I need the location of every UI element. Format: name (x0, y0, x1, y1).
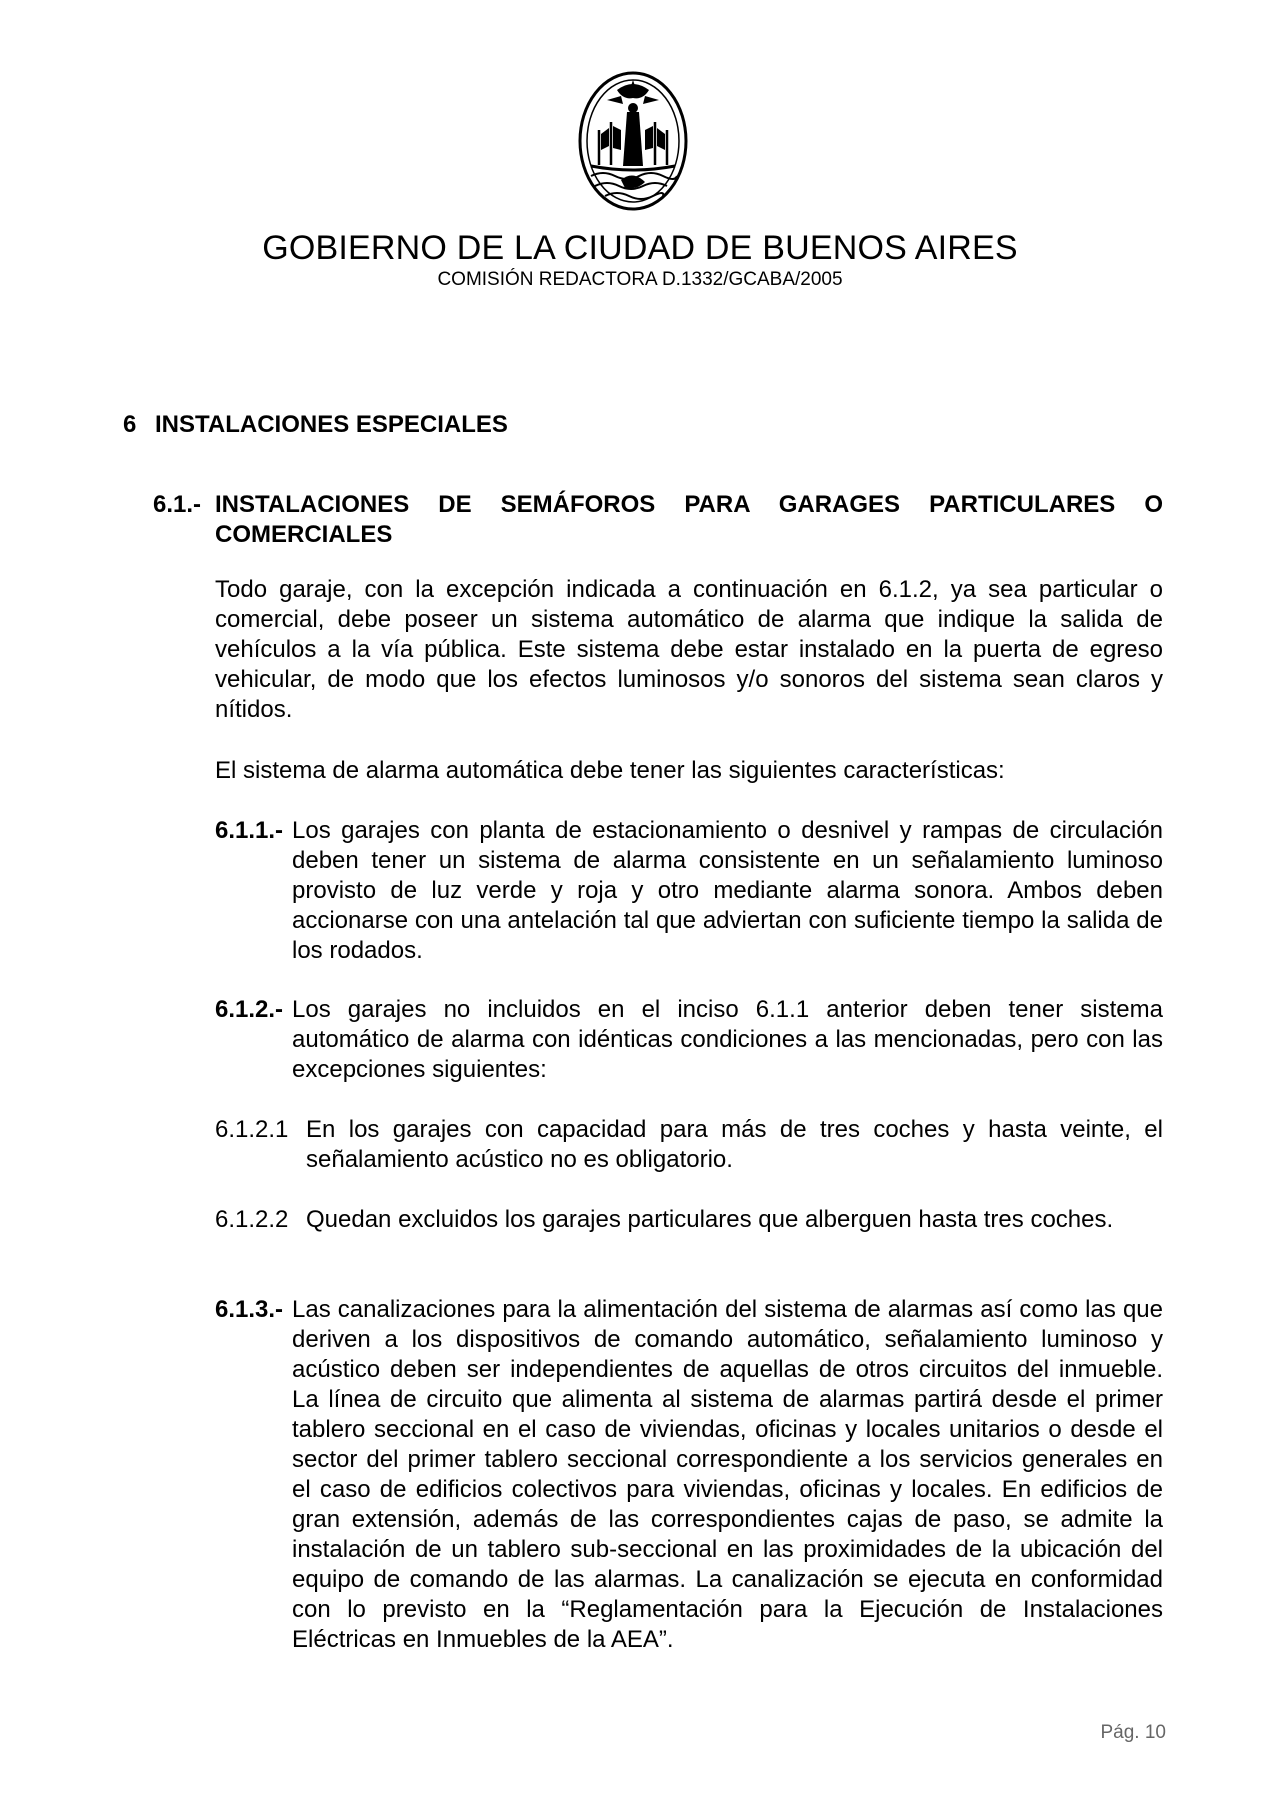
city-coat-of-arms-logo (577, 70, 689, 212)
list-item (215, 995, 1163, 1085)
sub-item-label: 6.1.2.1 (215, 1116, 289, 1143)
item-text: Los garajes con planta de estacionamiento o desnivel y rampas de circulación deben tener un sistema de alarma consistente en un señalamiento luminoso provisto de luz verde y roja y otro mediante alarma sonora. Ambos deben accionarse con una antelación tal que adviertan con suficiente tiempo la salida de los rodados. (292, 817, 1163, 964)
sub-list-item (215, 1205, 1163, 1235)
item-label: 6.1.1.- (215, 817, 284, 844)
subsection-number: 6.1.- (153, 491, 202, 518)
list-item (215, 816, 1163, 966)
sub-list-item (215, 1115, 1163, 1175)
sub-item-label: 6.1.2.2 (215, 1206, 289, 1233)
sub-item-text: Quedan excluidos los garajes particulares que alberguen hasta tres coches. (306, 1206, 1114, 1233)
section-number: 6 (123, 411, 137, 438)
item-text: Las canalizaciones para la alimentación del sistema de alarmas así como las que deriven a los dispositivos de comando automático, señalamiento luminoso y acústico deben ser independientes de aquellas de otros circuitos del inmueble. La línea de circuito que alimenta al sistema de alarmas partirá desde el primer tablero seccional en el caso de viviendas, oficinas y locales unitarios o desde el sector del primer tablero seccional correspondiente a los servicios generales en el caso de edificios colectivos para viviendas, oficinas y locales. En edificios de gran extensión, además de las correspondientes cajas de paso, se admite la instalación de un tablero sub-seccional en las proximidades de la ubicación del equipo de comando de las alarmas. La canalización se ejecuta en conformidad con lo previsto en la “Reglamentación para la Ejecución de Instalaciones Eléctricas en Inmuebles de la AEA”. (292, 1296, 1163, 1653)
page-number: Pág. 10 (1100, 1722, 1166, 1743)
subsection-title-line1: INSTALACIONES DE SEMÁFOROS PARA GARAGES PARTICULARES O (215, 491, 1163, 518)
section-title: INSTALACIONES ESPECIALES (155, 411, 508, 438)
item-text: Los garajes no incluidos en el inciso 6.1.1 anterior deben tener sistema automático de alarma con idénticas condiciones a las mencionadas, pero con las excepciones siguientes: (292, 996, 1163, 1083)
intro-paragraph: Todo garaje, con la excepción indicada a continuación en 6.1.2, ya sea particular o comercial, debe poseer un sistema automático de alarma que indique la salida de vehículos a la vía pública. Este sistema debe estar instalado en la puerta de egreso vehicular, de modo que los efectos luminosos y/o sonoros del sistema sean claros y nítidos. (215, 576, 1163, 723)
item-label: 6.1.3.- (215, 1296, 284, 1323)
subsection-title-line2: COMERCIALES (215, 521, 393, 548)
commission-subtitle: COMISIÓN REDACTORA D.1332/GCABA/2005 (437, 269, 843, 290)
item-label: 6.1.2.- (215, 996, 284, 1023)
sub-item-text: En los garajes con capacidad para más de tres coches y hasta veinte, el señalamiento acústico no es obligatorio. (306, 1116, 1163, 1173)
government-title: GOBIERNO DE LA CIUDAD DE BUENOS AIRES (262, 229, 1018, 267)
section-heading (123, 410, 508, 440)
characteristics-paragraph: El sistema de alarma automática debe tener las siguientes características: (215, 757, 1005, 784)
list-item (215, 1295, 1163, 1655)
